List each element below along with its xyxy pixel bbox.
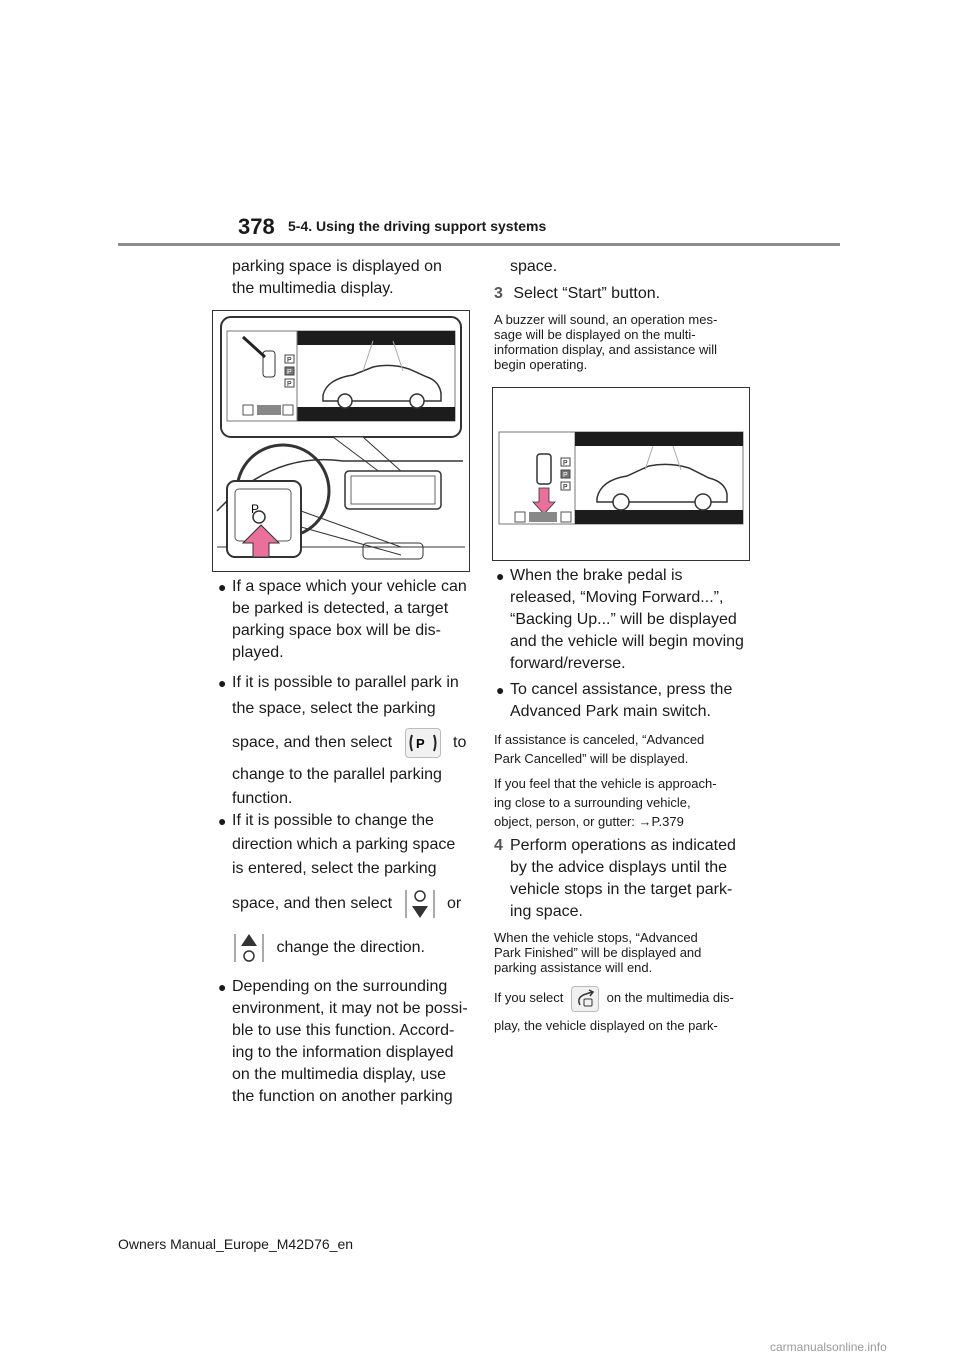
bullet-target-box: ● If a space which your vehicle can be parked is detected, a target parking space box will be dis- played. bbox=[218, 578, 467, 661]
section-title: 5-4. Using the driving support systems bbox=[288, 218, 547, 234]
continued-text: space. bbox=[510, 258, 558, 275]
parking-screen-figure bbox=[492, 387, 750, 561]
step-3-note: A buzzer will sound, an operation mes- sage will be displayed on the multi- information display, and assistance will begin operating. bbox=[494, 312, 718, 372]
svg-text:P: P bbox=[415, 736, 425, 751]
bullet-direction: ● If it is possible to change the direction which a parking space is entered, select the parking space, and then select or change the direction. bbox=[218, 810, 468, 966]
step-3: 3 Select “Start” button. bbox=[494, 285, 661, 302]
p-label-1: P bbox=[287, 357, 292, 364]
forward-entry-icon bbox=[403, 886, 437, 922]
switch-p-label: P bbox=[251, 502, 260, 516]
bullet-cancel: ● To cancel assistance, press the Advanced Park main switch. bbox=[496, 681, 733, 720]
bullet-brake-pedal: ● When the brake pedal is released, “Moving Forward...”, “Backing Up...” will be displayed and the vehicle will begin moving forward/reverse. bbox=[496, 567, 744, 672]
header-rule bbox=[118, 243, 840, 246]
dashboard-figure bbox=[212, 310, 470, 572]
watermark-text: carmanualsonline.info bbox=[770, 1340, 887, 1354]
footer-manual-id: Owners Manual_Europe_M42D76_en bbox=[118, 1236, 354, 1252]
parking-screen-illustration bbox=[493, 388, 749, 560]
cancel-note: If assistance is canceled, “Advanced Park Cancelled” will be displayed. bbox=[494, 732, 705, 766]
bullet-dot: ● bbox=[218, 579, 227, 595]
p-label-2: P bbox=[287, 369, 292, 376]
page-number: 378 bbox=[238, 214, 275, 239]
step-4-note: When the vehicle stops, “Advanced Park Finished” will be displayed and parking assistance will end. bbox=[494, 930, 702, 975]
intro-text: parking space is displayed on the multimedia display. bbox=[232, 258, 442, 297]
p-label-5: P bbox=[563, 472, 568, 479]
parallel-parking-icon bbox=[405, 728, 441, 758]
bullet-depending: ● Depending on the surrounding environment, it may not be possi- ble to use this function. Accord- ing to the information displayed on the multimedia display, use the function on another parking bbox=[218, 978, 468, 1105]
vehicle-swipe-icon bbox=[571, 986, 599, 1012]
bullet-dot: ● bbox=[218, 979, 227, 995]
p-label-3: P bbox=[287, 381, 292, 388]
reverse-entry-icon bbox=[232, 930, 266, 966]
bullet-parallel: ● If it is possible to parallel park in the space, select the parking space, and then select P to change to the parallel parking function. bbox=[218, 674, 467, 807]
bullet-dot: ● bbox=[218, 813, 227, 829]
p-label-4: P bbox=[563, 460, 568, 467]
bullet-dot: ● bbox=[496, 682, 505, 698]
dashboard-illustration bbox=[213, 311, 469, 571]
bullet-dot: ● bbox=[496, 568, 505, 584]
last-note: If you select on the multimedia dis- play, the vehicle displayed on the park- bbox=[494, 984, 760, 1033]
p-label-6: P bbox=[563, 484, 568, 491]
step-4: 4 Perform operations as indicated by the advice displays until the vehicle stops in the target park- ing space. bbox=[494, 837, 736, 920]
bullet-dot: ● bbox=[218, 675, 227, 691]
approach-note: If you feel that the vehicle is approach- ing close to a surrounding vehicle, object, person, or gutter: →P.379 bbox=[494, 776, 717, 829]
